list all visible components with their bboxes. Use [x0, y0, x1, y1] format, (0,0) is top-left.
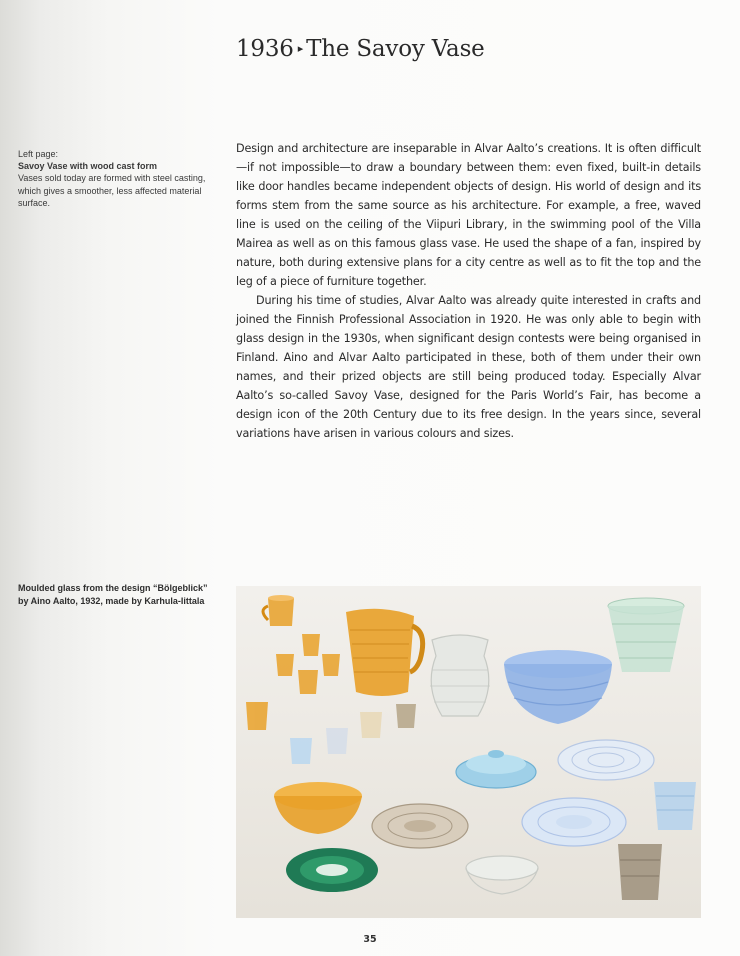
glassware-illustration: [236, 586, 701, 918]
blue-tumbler: [654, 782, 696, 830]
title-text: The Savoy Vase: [306, 36, 485, 62]
smoke-tumbler: [618, 844, 662, 900]
title-triangle-icon: ▸: [297, 42, 304, 55]
side-note-label: Left page:: [18, 149, 59, 159]
body-paragraph: Design and architecture are inseparable in Alvar Aalto’s creations. It is often difficult—if not impossible—to draw a boundary between them: even fixed, built-in details like door handles became independent objects of design. His world of design and its forms stem from the same source as his architecture. For example, a free, waved line is used on the ceiling of the Viipuri Library, in the swimming pool of the Villa Mairea as well as on this famous glass vase. He used the shape of a fan, inspired by nature, both during extensive plans for a city centre as well as to fit the top and the leg of a piece of furniture together.: [236, 142, 701, 288]
page-title: [236, 36, 485, 62]
caption-line: by Aino Aalto, 1932, made by Karhula-Iittala: [18, 596, 205, 606]
side-note-line: which gives a smoother, less affected material: [18, 185, 202, 196]
clear-plate: [558, 740, 654, 780]
clear-vase: [430, 635, 490, 716]
green-plate: [286, 848, 378, 892]
smoke-plate: [372, 804, 468, 848]
side-note-line: Vases sold today are formed with steel casting,: [18, 173, 206, 184]
caption-line: Moulded glass from the design “Bölgeblick”: [18, 583, 208, 593]
title-year: 1936: [236, 36, 294, 62]
body-paragraph: During his time of studies, Alvar Aalto was already quite interested in crafts and joined the Finnish Professional Association in 1920. He was only able to begin with glass design in the 1930s, when significant design contests were being organised in Finland. Aino and Alvar Aalto participated in these, both of them under their own names, and their prized objects are still being produced today. Especially Alvar Aalto’s so-called Savoy Vase, designed for the Paris World’s Fair, has become a design icon of the 20th Century due to its free design. In the years since, several variations have arisen in various colours and sizes.: [236, 294, 701, 440]
page-number: 35: [363, 934, 377, 945]
glassware-photo: [236, 586, 701, 918]
photo-caption: [18, 582, 223, 608]
blue-plate: [522, 798, 626, 846]
body-text: [236, 139, 701, 443]
side-note-line: surface.: [18, 197, 51, 208]
side-note: [18, 148, 223, 209]
side-note-heading: Savoy Vase with wood cast form: [18, 161, 158, 172]
